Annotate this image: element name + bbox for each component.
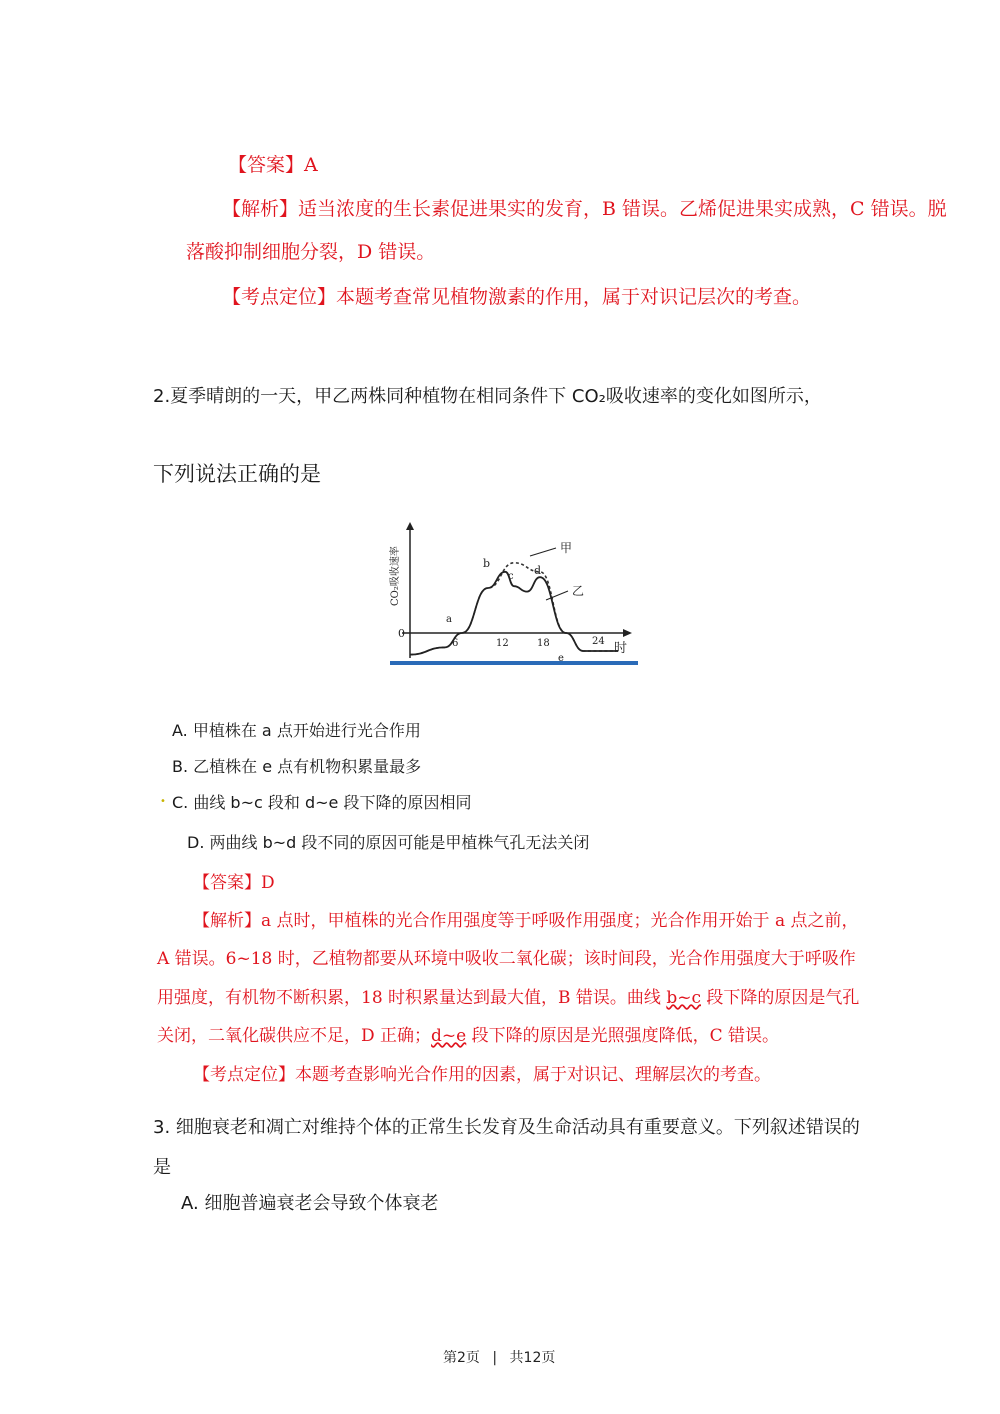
q2-stem-line1: 2.夏季晴朗的一天，甲乙两株同种植物在相同条件下 CO₂吸收速率的变化如图所示， (153, 386, 822, 407)
q2-analysis-line1: 【解析】a 点时，甲植株的光合作用强度等于呼吸作用强度；光合作用开始于 a 点之前， (193, 911, 859, 931)
tick-24: 24 (592, 636, 605, 647)
tick-6: 6 (452, 638, 459, 649)
q2-answer: 【答案】D (193, 873, 275, 893)
jia-leader (530, 548, 556, 556)
q1-focus: 【考点定位】本题考查常见植物激素的作用，属于对识记层次的考查。 (222, 286, 812, 308)
q2-option-c: C. 曲线 b~c 段和 d~e 段下降的原因相同 (172, 793, 472, 812)
curve-jia-label: 甲 (560, 541, 573, 555)
page-current: 第2页 (443, 1350, 480, 1366)
y-axis-arrow (406, 522, 414, 530)
q2-analysis-line3 (157, 983, 859, 1008)
co2-rate-figure (388, 518, 638, 668)
point-e-label: e (558, 653, 564, 664)
q2-analysis-bc: b~c (666, 988, 701, 1008)
q2-analysis-line4-tail: 段下降的原因是光照强度降低，C 错误。 (466, 1026, 780, 1046)
q2-analysis-line2: A 错误。6~18 时，乙植物都要从环境中吸收二氧化碳；该时间段，光合作用强度大于呼吸作 (157, 949, 856, 969)
q1-answer: 【答案】A (228, 154, 318, 176)
series-yi-line (410, 572, 618, 655)
page-total: 共12页 (509, 1350, 556, 1366)
q2-focus: 【考点定位】本题考查影响光合作用的因素，属于对识记、理解层次的考查。 (193, 1065, 771, 1085)
tick-18: 18 (537, 638, 550, 649)
page-separator: | (492, 1350, 498, 1366)
y-axis-label: CO₂吸收速率 (390, 546, 401, 606)
q2-analysis-line4 (157, 1021, 779, 1046)
q2-analysis-line3-text: 用强度，有机物不断积累，18 时积累量达到最大值，B 错误。曲线 (157, 988, 667, 1008)
q2-option-b: B. 乙植株在 e 点有机物积累量最多 (172, 757, 422, 776)
q2-stem-line2: 下列说法正确的是 (153, 462, 321, 486)
figure-baseline (390, 661, 638, 665)
q2-analysis-line4-text: 关闭，二氧化碳供应不足，D 正确； (157, 1026, 432, 1046)
q1-analysis-line2: 落酸抑制细胞分裂，D 错误。 (186, 241, 436, 263)
point-c-label: c (508, 571, 514, 582)
curve-yi-label: 乙 (572, 584, 585, 598)
q2-analysis-de: d~e (431, 1026, 467, 1046)
q1-analysis-line1: 【解析】适当浓度的生长素促进果实的发育，B 错误。乙烯促进果实成熟，C 错误。脱 (222, 198, 947, 220)
series-jia-line (410, 563, 618, 655)
tick-12: 12 (496, 638, 509, 649)
x-axis-arrow (623, 629, 632, 637)
origin-label: 0 (398, 627, 405, 640)
q2-option-a: A. 甲植株在 a 点开始进行光合作用 (172, 721, 421, 740)
page-footer (443, 1347, 555, 1367)
point-a-label: a (446, 614, 452, 625)
point-d-label: d (534, 564, 542, 577)
q3-stem-line2: 是 (153, 1157, 171, 1178)
x-axis-label: 时 (614, 641, 628, 656)
q2-option-d: D. 两曲线 b~d 段不同的原因可能是甲植株气孔无法关闭 (187, 833, 590, 852)
q3-stem-line1: 3. 细胞衰老和凋亡对维持个体的正常生长发育及生命活动具有重要意义。下列叙述错误的 (153, 1117, 860, 1138)
point-b-label: b (483, 557, 491, 570)
stray-dot: • (160, 796, 166, 807)
q3-option-a: A. 细胞普遍衰老会导致个体衰老 (181, 1193, 439, 1214)
q2-analysis-line3-tail: 段下降的原因是气孔 (701, 988, 860, 1008)
